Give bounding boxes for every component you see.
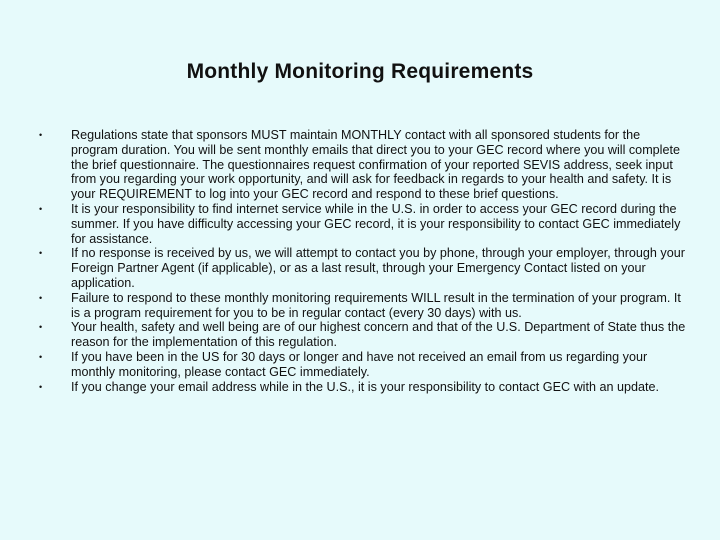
bullet-item-6 — [38, 350, 686, 380]
bullet-item-2 — [38, 202, 686, 246]
bullet-text-6: If you have been in the US for 30 days or longer and have not received an email from us regarding your monthly monitoring, please contact GEC immediately. — [71, 349, 648, 379]
bullet-text-4: Failure to respond to these monthly monitoring requirements WILL result in the termination of your program. It is a program requirement for you to be in regular contact (every 30 days) with us. — [71, 290, 681, 320]
bullet-marker: • — [39, 248, 43, 259]
bullet-list — [38, 128, 686, 394]
bullet-text-5: Your health, safety and well being are of our highest concern and that of the U.S. Department of State thus the reason for the implementation of this regulation. — [71, 320, 686, 350]
bullet-item-3 — [38, 246, 686, 290]
bullet-text-3: If no response is received by us, we will attempt to contact you by phone, through your employer, through your Foreign Partner Agent (if applicable), or as a last result, through your Emergency Contact listed on your application. — [71, 246, 685, 290]
bullet-marker: • — [39, 130, 43, 140]
bullet-item-7 — [38, 380, 686, 395]
bullet-marker: • — [39, 351, 43, 362]
bullet-marker: • — [39, 203, 43, 214]
bullet-item-1 — [38, 128, 686, 202]
bullet-marker: • — [39, 292, 43, 303]
bullet-item-4 — [38, 291, 686, 321]
bullet-text-1: Regulations state that sponsors MUST maintain MONTHLY contact with all sponsored students for the program duration. You will be sent monthly emails that direct you to your GEC record where you will complete the brief questionnaire. The questionnaires request confirmation of your reported SEVIS address, seek input from you regarding your work opportunity, and will ask for feedback in regards to your health and safety. It is your REQUIREMENT to log into your GEC record and respond to these brief questions. — [71, 128, 680, 202]
bullet-item-5 — [38, 320, 686, 350]
slide-title: Monthly Monitoring Requirements — [186, 60, 534, 83]
bullet-text-2: It is your responsibility to find internet service while in the U.S. in order to access your GEC record during the summer. If you have difficulty accessing your GEC record, it is your responsibility to contact GEC immediately for assistance. — [71, 201, 681, 246]
bullet-marker: • — [39, 381, 43, 392]
bullet-text-7: If you change your email address while in the U.S., it is your responsibility to contact GEC with an update. — [71, 379, 660, 394]
bullet-marker: • — [39, 322, 43, 333]
